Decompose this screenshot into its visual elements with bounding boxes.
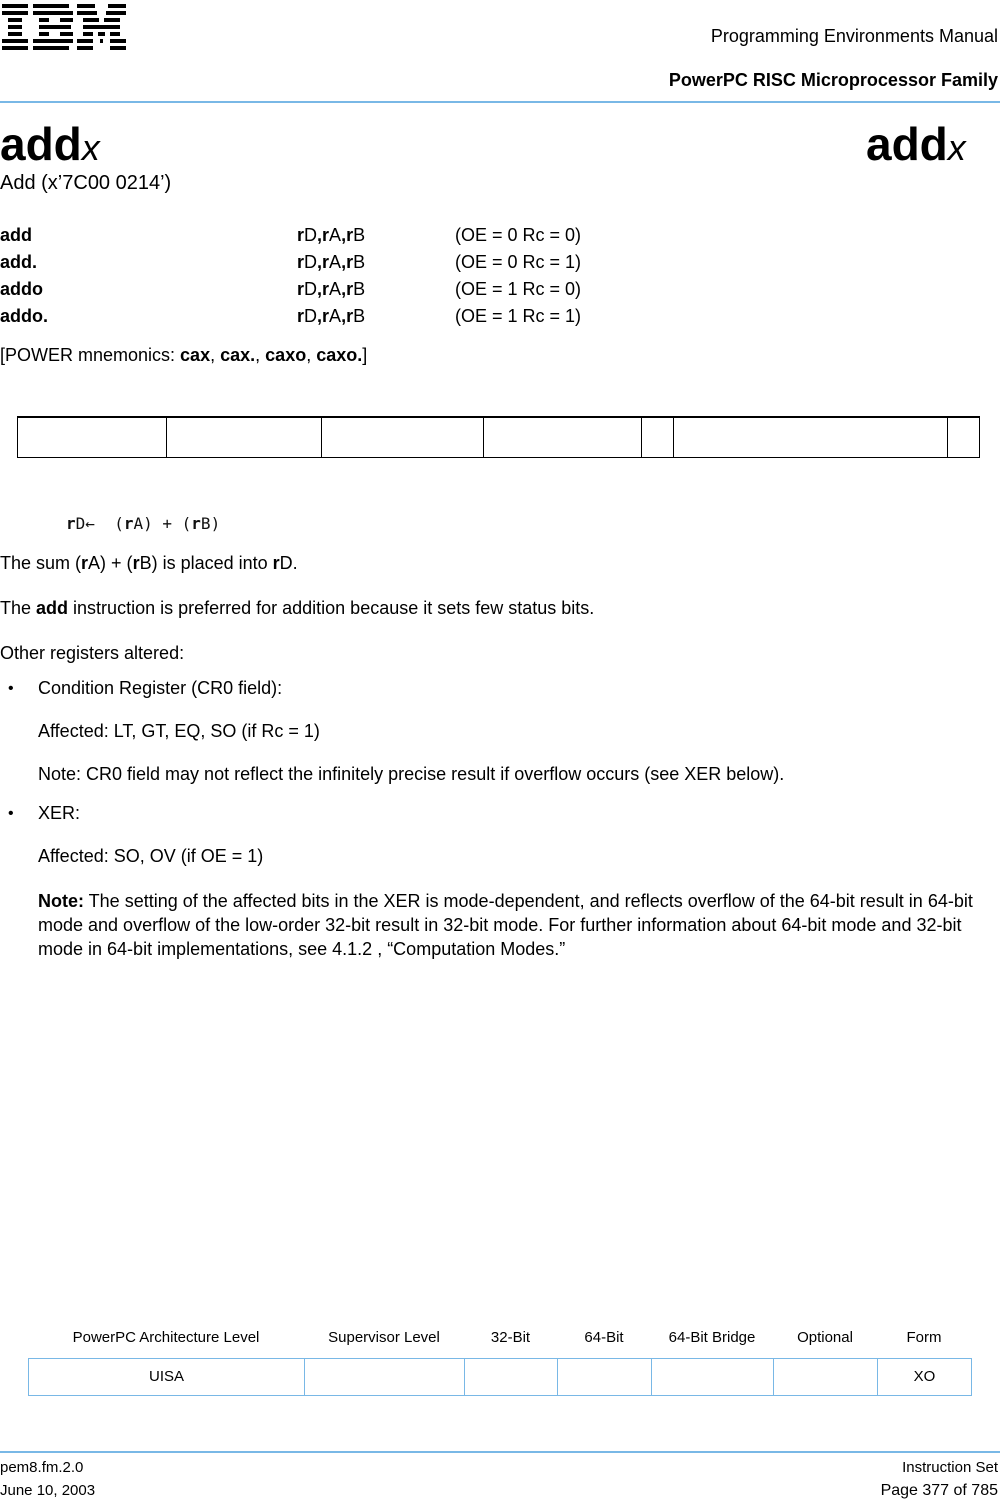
syntax-operands: rD,rA,rB [297,279,366,299]
cr-note: Note: CR0 field may not reflect the infinitely precise result if overflow occurs (see XER below). [38,764,785,784]
attr-cell: XO [913,1368,936,1385]
manual-title: Programming Environments Manual [710,26,998,46]
attr-header: 64-Bit Bridge [668,1329,756,1346]
syntax-mnemonic: add [0,225,33,245]
syntax-condition: (OE = 0 Rc = 1) [455,252,582,272]
title-suffix-right: x [947,127,966,168]
footer-page: Page 377 of 785 [880,1482,998,1499]
title-mnemonic: add [0,118,82,170]
operation-formula: rD← (rA) + (rB) [66,514,221,533]
title-suffix: x [81,127,100,168]
field-divider [321,418,322,458]
sum-description: The sum (rA) + (rB) is placed into rD. [0,553,298,573]
field-divider [166,418,167,458]
field-divider [641,418,642,458]
footer-file: pem8.fm.2.0 [0,1459,84,1476]
processor-family: PowerPC RISC Microprocessor Family [668,70,998,90]
attr-cell: UISA [29,1359,305,1395]
attr-cell [305,1359,465,1395]
page-title-right [866,118,966,174]
cr-title: Condition Register (CR0 field): [38,678,283,698]
power-mnemonics: [POWER mnemonics: cax, cax., caxo, caxo.] [0,345,368,365]
syntax-operands: rD,rA,rB [297,252,366,272]
syntax-condition: (OE = 1 Rc = 0) [455,279,582,299]
field-divider [673,418,674,458]
attr-cell [652,1359,774,1395]
attr-header: Supervisor Level [328,1329,440,1346]
attr-cell [558,1359,652,1395]
attr-header: PowerPC Architecture Level [72,1329,260,1346]
footer-rule [0,1451,1000,1453]
attr-header: 64-Bit [584,1329,624,1346]
syntax-condition: (OE = 1 Rc = 1) [455,306,582,326]
footer-date: June 10, 2003 [0,1482,96,1499]
cr-affected: Affected: LT, GT, EQ, SO (if Rc = 1) [38,721,320,741]
syntax-operands: rD,rA,rB [297,225,366,245]
bullet-icon: • [8,805,14,822]
attr-cell [774,1359,878,1395]
attr-header: Form [906,1329,942,1346]
header-rule [0,101,1000,103]
field-divider [947,418,948,458]
syntax-mnemonic: addo. [0,306,48,326]
bullet-icon: • [8,680,14,697]
field-divider [483,418,484,458]
instruction-encoding-fields [17,416,980,458]
syntax-condition: (OE = 0 Rc = 0) [455,225,582,245]
attr-header: Optional [797,1329,853,1346]
attr-header: 32-Bit [490,1329,531,1346]
syntax-mnemonic: add. [0,252,38,272]
title-mnemonic-right: add [866,118,948,170]
footer-section: Instruction Set [902,1459,998,1476]
other-registers-heading: Other registers altered: [0,643,185,663]
attr-values-row [28,1358,972,1396]
preference-note: The add instruction is preferred for addition because it sets few status bits. [0,598,595,618]
xer-note: Note: The setting of the affected bits in the XER is mode-dependent, and reflects overflow of the 64-bit result in 64-bit mode and overflow of the low-order 32-bit result in 32-bit mode. For further information about 64-bit mode and 32-bit mode in 64-bit implementations, see 4.1.2 , “Computation Modes.” [38,891,973,959]
ibm-logo [2,4,126,50]
page-title [0,118,100,174]
xer-affected: Affected: SO, OV (if OE = 1) [38,846,264,866]
syntax-mnemonic: addo [0,279,43,299]
page-subtitle: Add (x’7C00 0214’) [0,172,172,194]
attr-cell [465,1359,558,1395]
xer-title: XER: [38,803,81,823]
syntax-operands: rD,rA,rB [297,306,366,326]
